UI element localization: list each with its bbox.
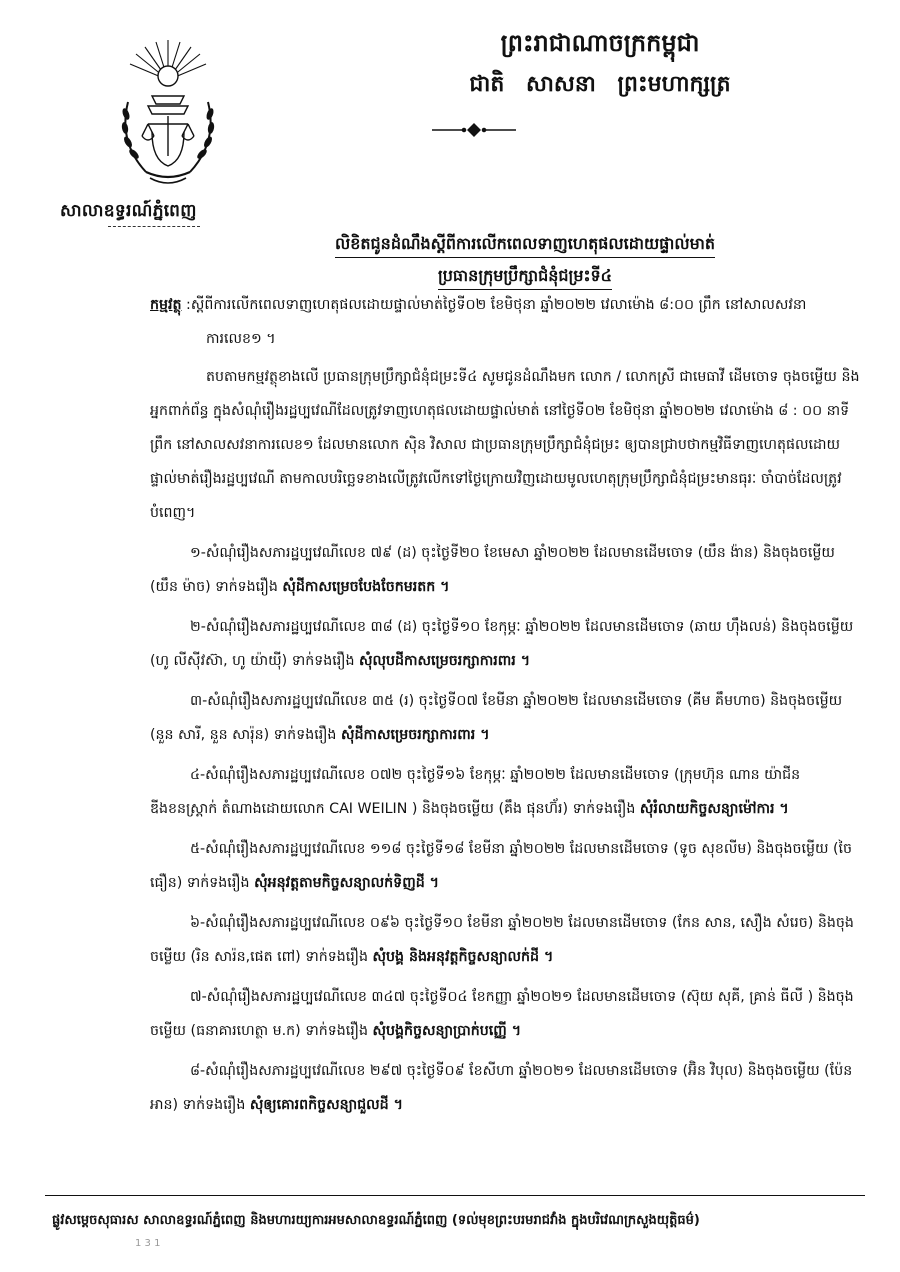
kingdom-title: ព្រះរាជាណាចក្រកម្ពុជា [500, 28, 700, 57]
case-item-3 [150, 684, 862, 752]
case-6-text: ៦-សំណុំរឿងសភារដ្ឋប្បវេណីលេខ ០៩៦ ចុះថ្ងៃទី១០ ខែមីនា ឆ្នាំ២០២២ ដែលមានដើមចោទ (កែន សាន, សឿង សំរេច) និងចុងចម្លើយ (រិន សារ៉ន,ផេត ពៅ) ទាក់ទងរឿង [150, 915, 854, 965]
case-8-text: ៨-សំណុំរឿងសភារដ្ឋប្បវេណីលេខ ២៩៧ ចុះថ្ងៃទី០៩ ខែសីហា ឆ្នាំ២០២១ ដែលមានដើមចោទ (អ៊ិន វិបុល) និងចុងចម្លើយ (ប៉ែន អាន) ទាក់ទងរឿង [150, 1063, 853, 1113]
case-item-1 [150, 536, 862, 604]
case-4-claim: សុំរំលាយកិច្ចសន្យាម៉ៅការ ។ [639, 801, 789, 817]
case-1-text: ១-សំណុំរឿងសភារដ្ឋប្បវេណីលេខ ៧៩ (ដ) ចុះថ្ងៃទី២០ ខែមេសា ឆ្នាំ២០២២ ដែលមានដើមចោទ (យឹន ង៉ាន) និងចុងចម្លើយ (យឹន ម៉ាច) ទាក់ទងរឿង [150, 545, 835, 595]
case-7-text: ៧-សំណុំរឿងសភារដ្ឋប្បវេណីលេខ ៣៤៧ ចុះថ្ងៃទី០៤ ខែកញ្ញា ឆ្នាំ២០២១ ដែលមានដើមចោទ (ស៊ុយ សុគី, គ្រាន់ ធីលី ) និងចុងចម្លើយ (ធនាគារហេត្ថា ម.ក) ទាក់ទងរឿង [150, 989, 854, 1039]
intro-paragraph: តបតាមកម្មវត្ថុខាងលើ ប្រធានក្រុមប្រឹក្សាជំនុំជម្រះទី៤ សូមជូនដំណឹងមក លោក / លោកស្រី ជាមេធាវី ដើមចោទ ចុងចម្លើយ និងអ្នកពាក់ព័ន្ធ ក្នុងសំណុំរឿងរដ្ឋប្បវេណីដែលត្រូវទាញហេតុផលដោយផ្ទាល់មាត់ នៅថ្ងៃទី០២ ខែមិថុនា ឆ្នាំ២០២២ វេលាម៉ោង ៨ : ០០ នាទីព្រឹក នៅសាលសវនាការលេខ១ ដែលមានលោក ស៊ិន វិសាល ជាប្រធានក្រុមប្រឹក្សាជំនុំជម្រះ ឲ្យបានជ្រាបថាកម្មវិធីទាញហេតុផលដោយផ្ទាល់មាត់រឿងរដ្ឋប្បវេណី តាមកាលបរិច្ឆេទខាងលើត្រូវលើកទៅថ្ងៃក្រោយវិញដោយមូលហេតុក្រុមប្រឹក្សាជំនុំជម្រះមានធុរៈ ចាំបាច់ដែលត្រូវបំពេញ។ [150, 369, 860, 521]
subject-text: :ស្តីពីការលើកពេលទាញហេតុផលដោយផ្ទាល់មាត់ថ្ងៃទី០២ ខែមិថុនា ឆ្នាំ២០២២ វេលាម៉ោង ៨:០០ ព្រឹក នៅសាលសវនាការលេខ១ ។ [186, 297, 807, 347]
court-name-underline [108, 226, 200, 227]
case-item-8 [150, 1054, 862, 1122]
court-name: សាលាឧទ្ធរណ៍ភ្នំពេញ [60, 201, 197, 221]
case-5-claim: សុំអនុវត្តតាមកិច្ចសន្យាលក់ទិញដី ។ [254, 875, 439, 891]
page-mark: 1 3 1 [135, 1238, 161, 1249]
national-motto: ជាតិ សាសនា ព្រះមហាក្សត្រ [469, 71, 731, 97]
case-4-text: ៤-សំណុំរឿងសភារដ្ឋប្បវេណីលេខ ០៧២ ចុះថ្ងៃទី១៦ ខែកុម្ភៈ ឆ្នាំ២០២២ ដែលមានដើមចោទ (ក្រុមហ៊ុន ណាន យ៉ាជីន ឌីងខនស្រ្តាក់ តំណាងដោយលោក CAI WEILIN ) និងចុងចម្លើយ (គឹង ផុនហ៊័រ) ទាក់ទងរឿង [150, 767, 801, 817]
case-item-2 [150, 610, 862, 678]
case-item-4 [150, 758, 862, 826]
subject-line [150, 288, 862, 356]
case-3-text: ៣-សំណុំរឿងសភារដ្ឋប្បវេណីលេខ ៣៥ (រ) ចុះថ្ងៃទី០៧ ខែមីនា ឆ្នាំ២០២២ ដែលមានដើមចោទ (គីម គឹមហាច) និងចុងចម្លើយ (នួន សារី, នួន សារ៉ុន) ទាក់ទងរឿង [150, 693, 843, 743]
footer-divider [45, 1195, 865, 1196]
case-1-claim: សុំដីកាសម្រេចបែងចែកមរតក ។ [282, 579, 450, 595]
case-2-text: ២-សំណុំរឿងសភារដ្ឋប្បវេណីលេខ ៣៨ (ដ) ចុះថ្ងៃទី១០ ខែកុម្ភៈ ឆ្នាំ២០២២ ដែលមានដើមចោទ (ឆាយ ហ៊ឹងលន់) និងចុងចម្លើយ (ហូ លីស៊ីវស៊ា, ហូ យ៉ាយ៉ី) ទាក់ទងរឿង [150, 619, 854, 669]
footer-address: ផ្លូវសម្តេចសុធារស សាលាឧទ្ធរណ៍ភ្នំពេញ និងមហារយ្យការអមសាលាឧទ្ធរណ៍ភ្នំពេញ (ទល់មុខព្រះបរមរាជវាំង ក្នុងបរិវេណក្រសួងយុត្តិធម៌) [52, 1213, 700, 1228]
case-5-text: ៥-សំណុំរឿងសភារដ្ឋប្បវេណីលេខ ១១៨ ចុះថ្ងៃទី១៨ ខែមីនា ឆ្នាំ២០២២ ដែលមានដើមចោទ (ទូច សុខលីម) និងចុងចម្លើយ (ចៃ ធឿន) ទាក់ទងរឿង [150, 841, 853, 891]
case-item-7 [150, 980, 862, 1048]
case-6-claim: សុំបង្គ និងអនុវត្តកិច្ចសន្យាលក់ដី ។ [372, 949, 554, 965]
document-body [150, 288, 862, 1128]
case-2-claim: សុំលុបដីកាសម្រេចរក្សាការពារ ។ [358, 653, 531, 669]
case-item-6 [150, 906, 862, 974]
royal-emblem-icon [112, 32, 224, 192]
subject-label: កម្មវត្ថុ [150, 297, 182, 313]
document-title-line1: លិខិតជូនដំណឹងស្តីពីការលើកពេលទាញហេតុផលដោយផ្ទាល់មាត់ [335, 232, 715, 258]
divider-ornament-icon [430, 122, 518, 138]
case-3-claim: សុំដីកាសម្រេចរក្សាការពារ ។ [340, 727, 490, 743]
case-7-claim: សុំបង្គកិច្ចសន្យាប្រាក់បញ្ញើ ។ [372, 1023, 522, 1039]
case-8-claim: សុំឲ្យគោរពកិច្ចសន្យាជួលដី ។ [249, 1097, 403, 1113]
document-title [250, 232, 800, 290]
document-title-line2: ប្រធានក្រុមប្រឹក្សាជំនុំជម្រះទី៤ [438, 264, 612, 290]
case-item-5 [150, 832, 862, 900]
